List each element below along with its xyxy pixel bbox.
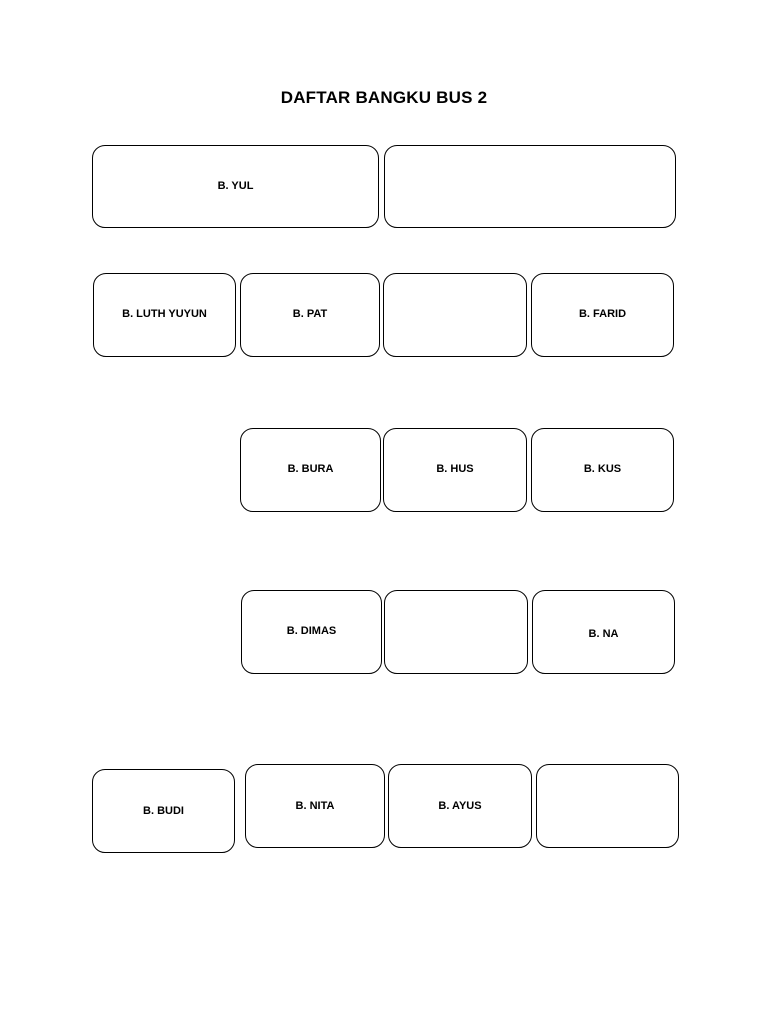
seat-label: B. HUS — [436, 463, 474, 475]
seat-r3c3 — [531, 428, 674, 512]
seat-r1c2 — [384, 145, 676, 228]
seat-label: B. NITA — [295, 800, 335, 812]
seat-r3c1 — [240, 428, 381, 512]
seat-label: B. BURA — [287, 463, 334, 475]
seat-label: B. LUTH YUYUN — [122, 308, 207, 320]
seat-r5c2 — [245, 764, 385, 848]
seat-label: B. YUL — [217, 180, 254, 192]
seat-r4c1 — [241, 590, 382, 674]
seat-r4c3 — [532, 590, 675, 674]
seat-label: B. NA — [588, 628, 619, 640]
seat-r5c1 — [92, 769, 235, 853]
page-title: DAFTAR BANGKU BUS 2 — [280, 88, 488, 107]
seat-r2c2 — [240, 273, 380, 357]
seat-label: B. AYUS — [438, 800, 482, 812]
seat-label: B. FARID — [578, 308, 627, 320]
seat-r1c1 — [92, 145, 379, 228]
seat-r3c2 — [383, 428, 527, 512]
seat-r5c3 — [388, 764, 532, 848]
seat-r2c1 — [93, 273, 236, 357]
seat-r5c4 — [536, 764, 679, 848]
seat-label: B. DIMAS — [286, 625, 337, 637]
seat-r2c3 — [383, 273, 527, 357]
seat-label: B. PAT — [292, 308, 328, 320]
seat-r4c2 — [384, 590, 528, 674]
seat-label: B. BUDI — [143, 805, 184, 817]
seat-label: B. KUS — [583, 463, 622, 475]
seat-r2c4 — [531, 273, 674, 357]
